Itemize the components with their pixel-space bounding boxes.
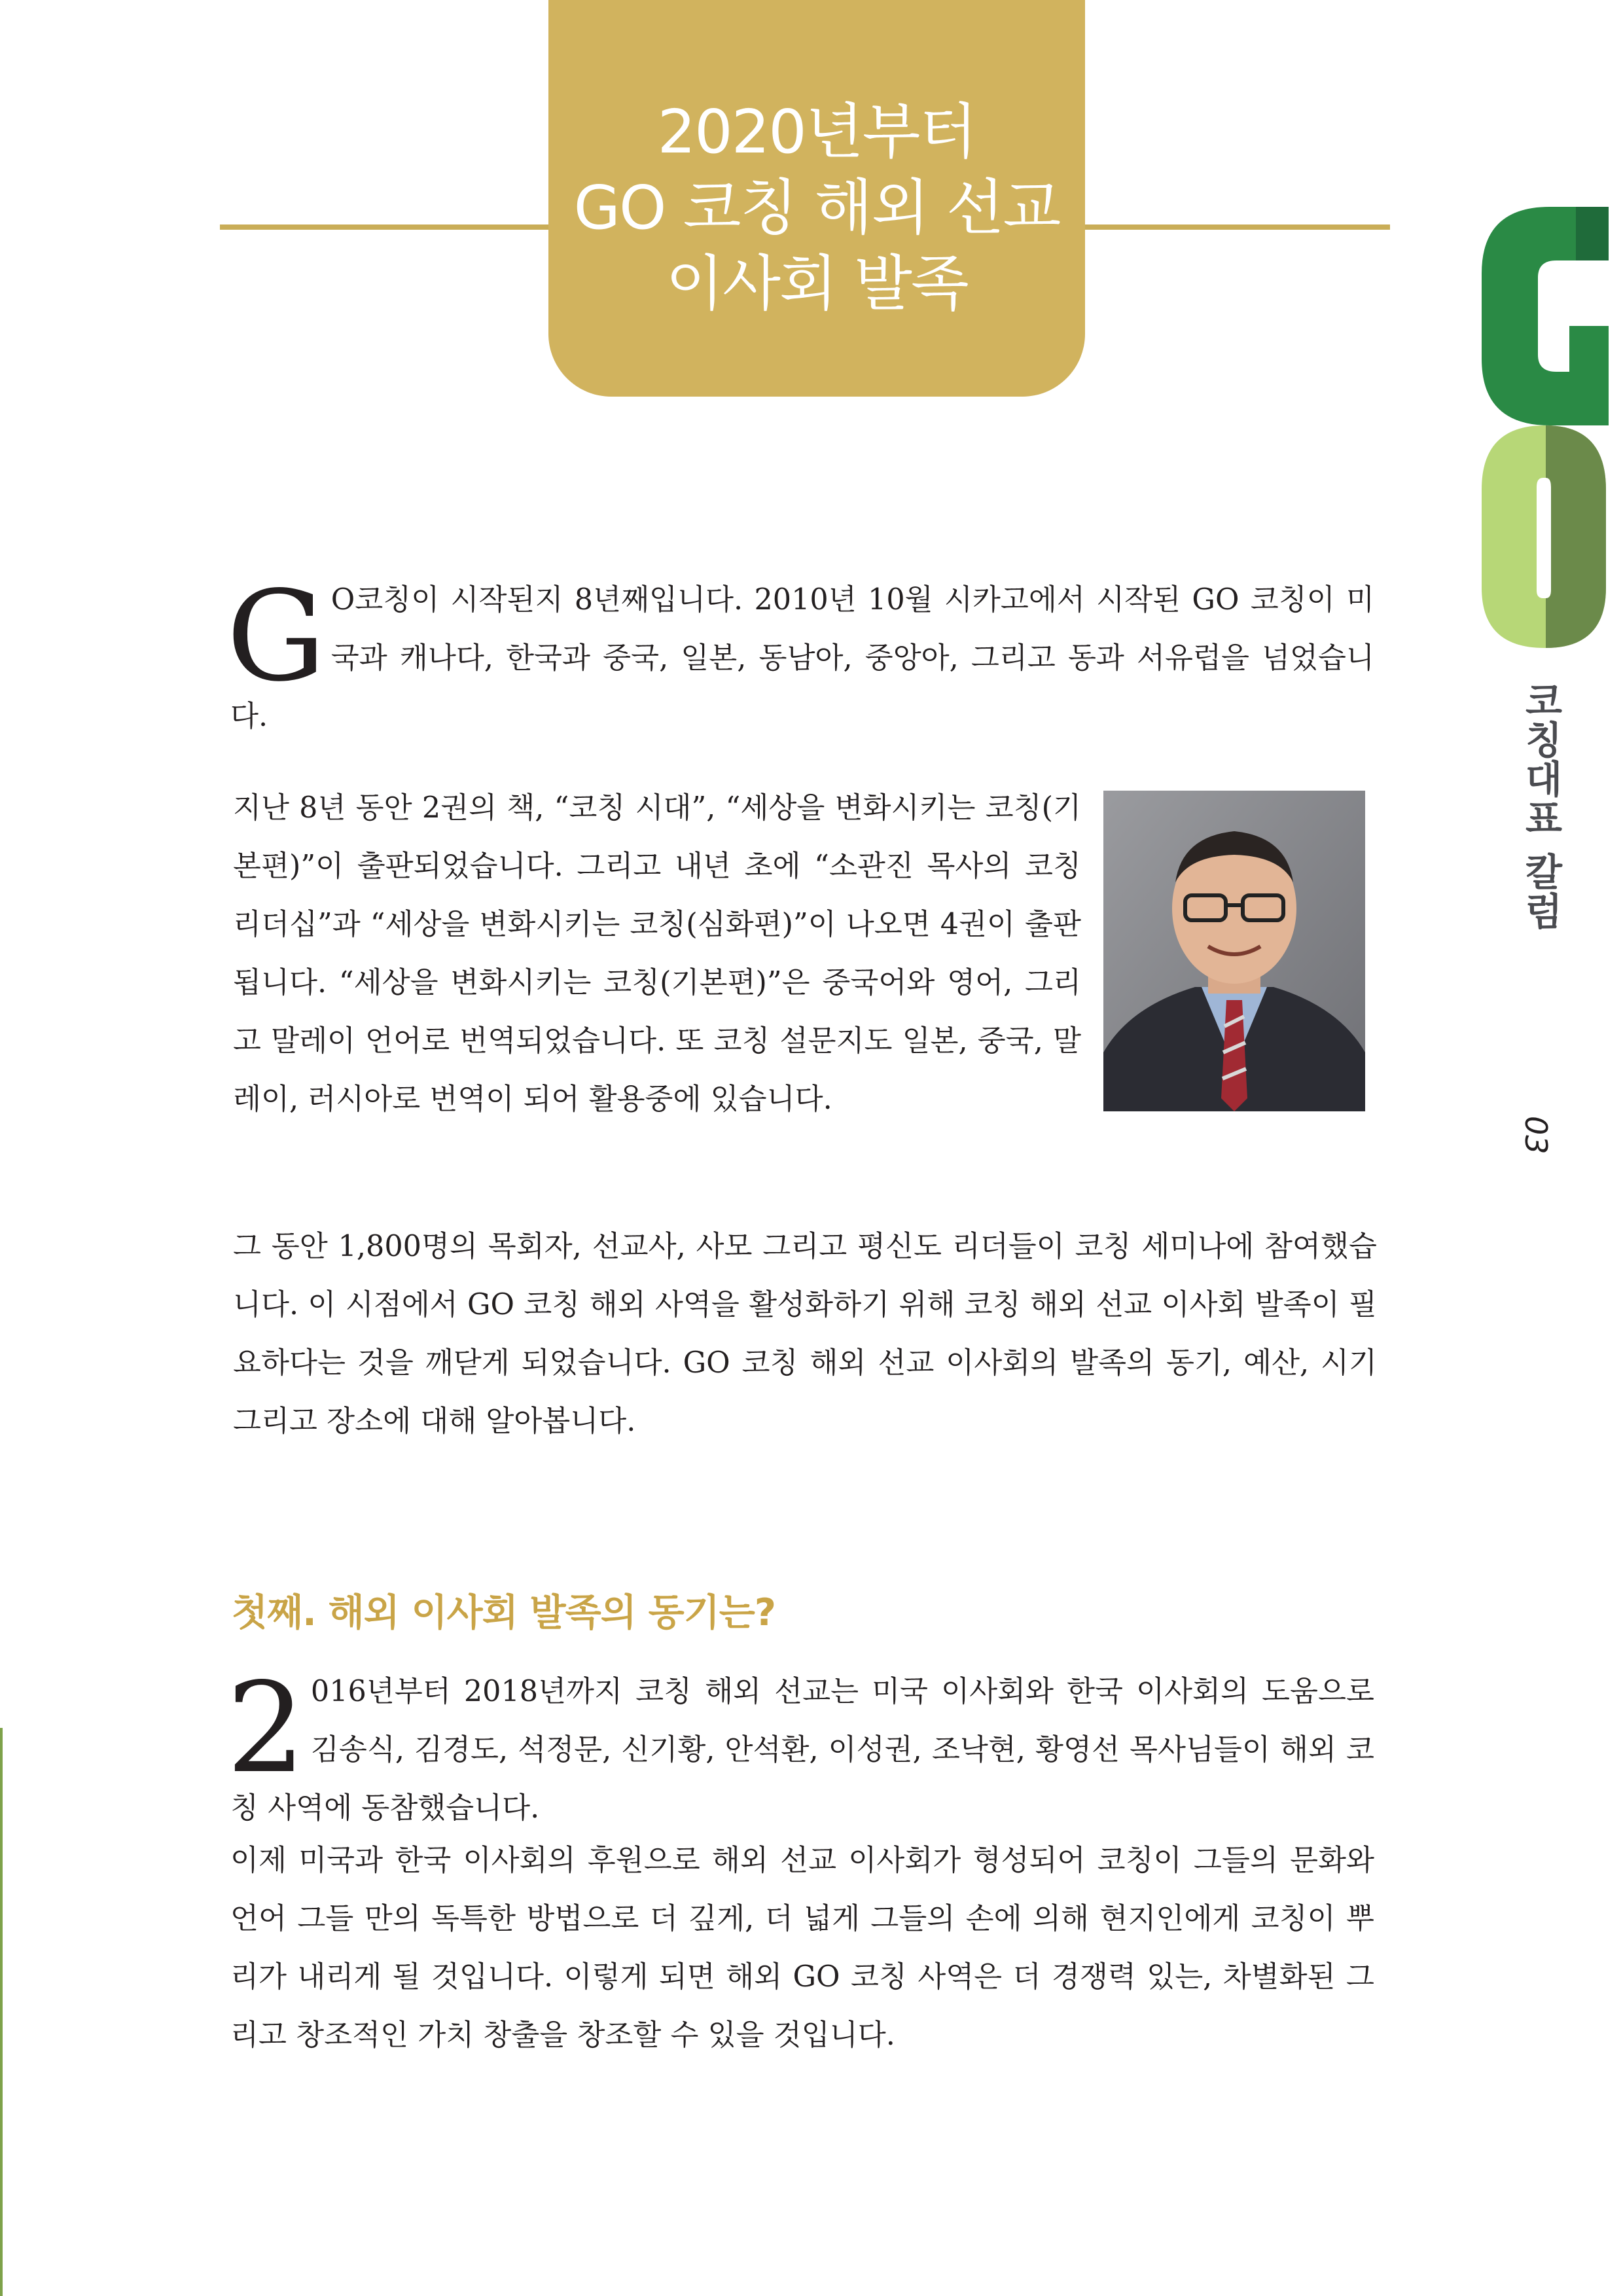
drop-cap: 2 xyxy=(226,1656,306,1801)
page-title-line-1: 2020년부터 xyxy=(657,97,976,167)
paragraph-3: 그 동안 1,800명의 목회자, 선교사, 사모 그리고 평신도 리더들이 코칭 세미나에 참여했습니다. 이 시점에서 GO 코칭 해외 사역을 활성화하기 위해 코칭 해외 선교 이사회 발족이 필요하다는 것을 깨닫게 되었습니다. GO 코칭 해외 선교 이사회의 발족의 동기, 예산, 시기 그리고 장소에 대해 알아봅니다. xyxy=(233,1230,1377,1438)
section-heading-1: 첫째. 해외 이사회 발족의 동기는? xyxy=(232,1591,776,1634)
drop-cap: G xyxy=(226,564,326,709)
paragraph-1-text: O코칭이 시작된지 8년째입니다. 2010년 10월 시카고에서 시작된 GO 코칭이 미국과 캐나다, 한국과 중국, 일본, 동남아, 중앙아, 그리고 동과 서유럽을 넘었습니다. xyxy=(230,583,1374,733)
go-logo-icon xyxy=(1478,195,1609,653)
title-banner xyxy=(548,0,1085,397)
paragraph-2: 지난 8년 동안 2권의 책, “코칭 시대”, “세상을 변화시키는 코칭(기본편)”이 출판되었습니다. 그리고 내년 초에 “소관진 목사의 코칭 리더십”과 “세상을 변화시키는 코칭(심화편)”이 나오면 4권이 출판됩니다. “세상을 변화시키는 코칭(기본편)”은 중국어와 영어, 그리고 말레이 언어로 번역되었습니다. 또 코칭 설문지도 일본, 중국, 말레이, 러시아로 번역이 되어 활용중에 있습니다. xyxy=(233,791,1081,1116)
paragraph-5: 이제 미국과 한국 이사회의 후원으로 해외 선교 이사회가 형성되어 코칭이 그들의 문화와 언어 그들 만의 독특한 방법으로 더 깊게, 더 넓게 그들의 손에 의해 현지인에게 코칭이 뿌리가 내리게 될 것입니다. 이렇게 되면 해외 GO 코칭 사역은 더 경쟁력 있는, 차별화된 그리고 창조적인 가치 창출을 창조할 수 있을 것입니다. xyxy=(230,1844,1374,2052)
page-title-line-3: 이사회 발족 xyxy=(666,249,968,319)
section-label: 코칭대표 칼럼 xyxy=(1518,681,1563,931)
paragraph-4 xyxy=(226,1656,1374,1837)
header-rule-left xyxy=(220,224,554,230)
page-title-line-2: GO 코칭 해외 선교 xyxy=(573,173,1060,243)
paragraph-1 xyxy=(226,564,1374,745)
portrait-photo xyxy=(1103,791,1365,1111)
left-margin-line xyxy=(0,1728,3,2296)
page-number: 03 xyxy=(1518,1116,1554,1155)
header-rule-right xyxy=(1079,224,1390,230)
paragraph-4-text: 016년부터 2018년까지 코칭 해외 선교는 미국 이사회와 한국 이사회의 도움으로 김송식, 김경도, 석정문, 신기황, 안석환, 이성권, 조낙현, 황영선 목사님들이 해외 코칭 사역에 동참했습니다. xyxy=(230,1675,1374,1825)
